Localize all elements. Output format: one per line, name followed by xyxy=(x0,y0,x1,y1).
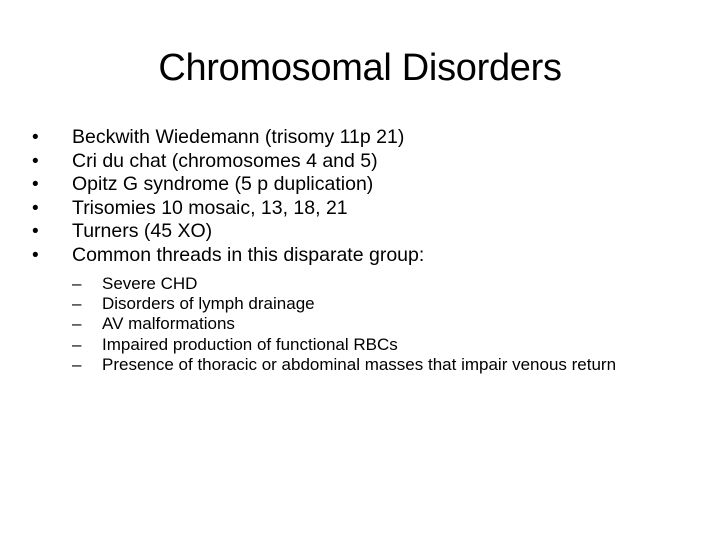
sub-bullet-text: AV malformations xyxy=(102,314,235,334)
bullet-item xyxy=(30,197,690,221)
sub-bullet-marker: – xyxy=(72,334,82,354)
sub-bullet-list xyxy=(72,274,690,376)
bullet-marker: • xyxy=(32,174,39,196)
bullet-text: Common threads in this disparate group: xyxy=(72,243,425,266)
sub-bullet-text: Disorders of lymph drainage xyxy=(102,293,315,313)
sub-bullet-marker: – xyxy=(72,355,82,375)
sub-bullet-text: Severe CHD xyxy=(102,273,198,293)
bullet-text: Opitz G syndrome (5 p duplication) xyxy=(72,173,374,196)
sub-bullet-marker: – xyxy=(72,293,82,313)
sub-bullet-marker: – xyxy=(72,273,82,293)
bullet-marker: • xyxy=(32,127,39,148)
sub-bullet-text: Impaired production of functional RBCs xyxy=(102,334,398,354)
bullet-marker: • xyxy=(32,150,39,172)
bullet-marker: • xyxy=(32,244,39,266)
sub-bullet-item xyxy=(72,314,690,334)
sub-bullet-marker: – xyxy=(72,314,82,334)
sub-bullet-item xyxy=(72,294,690,314)
bullet-text: Turners (45 XO) xyxy=(72,220,213,243)
bullet-marker: • xyxy=(32,197,39,219)
bullet-text: Beckwith Wiedemann (trisomy 11p 21) xyxy=(72,126,405,148)
sub-bullet-item xyxy=(72,274,690,294)
bullet-marker: • xyxy=(32,221,39,243)
bullet-list xyxy=(30,126,690,376)
bullet-item xyxy=(30,150,690,174)
bullet-item xyxy=(30,173,690,197)
bullet-item xyxy=(30,220,690,244)
sub-bullet-item xyxy=(72,335,690,355)
bullet-item xyxy=(30,126,690,150)
sub-bullet-item xyxy=(72,355,690,375)
slide-title: Chromosomal Disorders xyxy=(158,47,562,89)
bullet-item xyxy=(30,244,690,376)
bullet-text: Trisomies 10 mosaic, 13, 18, 21 xyxy=(72,196,348,219)
bullet-text: Cri du chat (chromosomes 4 and 5) xyxy=(72,149,378,172)
sub-bullet-text: Presence of thoracic or abdominal masses that impair venous return xyxy=(102,355,617,375)
